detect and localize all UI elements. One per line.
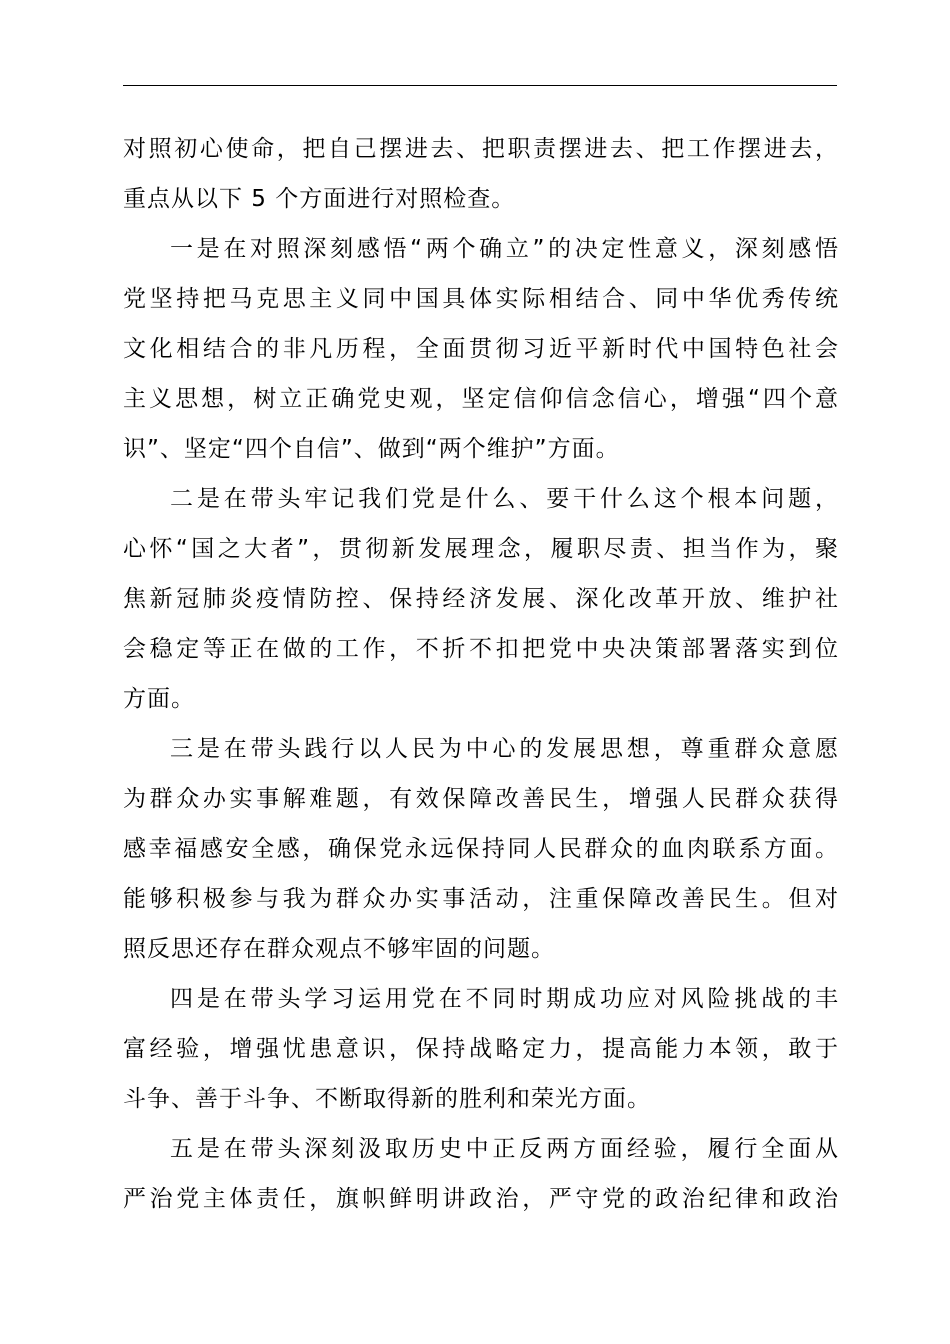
text-line: 照反思还存在群众观点不够牢固的问题。: [123, 936, 555, 962]
paragraph-5-start: 五是在带头深刻汲取历史中正反两方面经验，履行全面从: [170, 1136, 839, 1162]
text-line: 为群众办实事解难题，有效保障改善民生，增强人民群众获得: [123, 786, 839, 812]
header-divider: [123, 85, 837, 86]
paragraph-1-start: 一是在对照深刻感悟“两个确立”的决定性意义，深刻感悟: [170, 236, 839, 262]
text-line: 对照初心使命，把自己摆进去、把职责摆进去、把工作摆进去，: [123, 136, 839, 162]
paragraph-4-start: 四是在带头学习运用党在不同时期成功应对风险挑战的丰: [170, 986, 839, 1012]
document-body: [123, 124, 839, 1224]
text-line: 会稳定等正在做的工作，不折不扣把党中央决策部署落实到位: [123, 636, 839, 662]
text-line: 严治党主体责任，旗帜鲜明讲政治，严守党的政治纪律和政治: [123, 1186, 839, 1212]
text-line: 感幸福感安全感，确保党永远保持同人民群众的血肉联系方面。: [123, 836, 839, 862]
paragraph-3-start: 三是在带头践行以人民为中心的发展思想，尊重群众意愿: [170, 736, 839, 762]
text-line: 文化相结合的非凡历程，全面贯彻习近平新时代中国特色社会: [123, 336, 839, 362]
text-line: 重点从以下 5 个方面进行对照检查。: [123, 186, 516, 212]
paragraph-2-start: 二是在带头牢记我们党是什么、要干什么这个根本问题，: [170, 486, 839, 512]
text-line: 党坚持把马克思主义同中国具体实际相结合、同中华优秀传统: [123, 286, 839, 312]
text-line: 主义思想，树立正确党史观，坚定信仰信念信心，增强“四个意: [123, 386, 839, 412]
text-line: 富经验，增强忧患意识，保持战略定力，提高能力本领，敢于: [123, 1036, 839, 1062]
text-line: 方面。: [123, 686, 195, 712]
text-line: 斗争、善于斗争、不断取得新的胜利和荣光方面。: [123, 1086, 651, 1112]
text-line: 能够积极参与我为群众办实事活动，注重保障改善民生。但对: [123, 886, 839, 912]
text-line: 心怀“国之大者”，贯彻新发展理念，履职尽责、担当作为，聚: [123, 536, 839, 562]
text-line: 焦新冠肺炎疫情防控、保持经济发展、深化改革开放、维护社: [123, 586, 839, 612]
text-line: 识”、坚定“四个自信”、做到“两个维护”方面。: [123, 436, 620, 462]
